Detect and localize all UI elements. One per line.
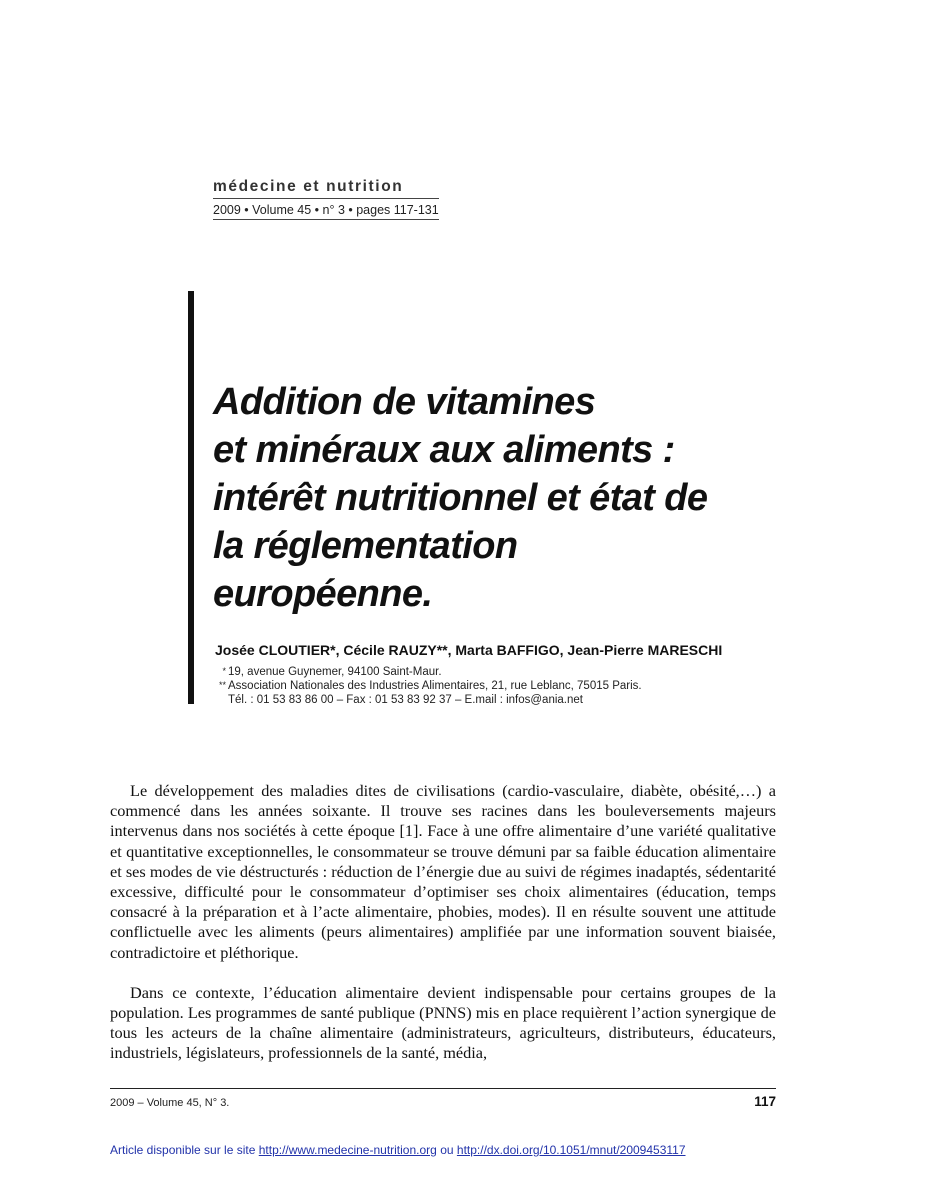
title-line: intérêt nutritionnel et état de bbox=[213, 477, 708, 519]
body-paragraph: Dans ce contexte, l’éducation alimentaire devient indispensable pour certains groupes de la population. Les programmes de santé publique (PNNS) mis en place requièrent l’action synergique de tous les acteurs de la chaîne alimentaire (administrateurs, agriculteurs, distributeurs, éducateurs, industriels, législateurs, professionnels de la santé, média, bbox=[110, 982, 776, 1063]
availability-prefix: Article disponible sur le site bbox=[110, 1143, 256, 1157]
title-line: la réglementation bbox=[213, 525, 518, 567]
affiliation-mark bbox=[212, 693, 226, 707]
title-line: européenne. bbox=[213, 573, 433, 615]
availability-notice bbox=[110, 1143, 686, 1157]
journal-header bbox=[213, 178, 439, 220]
title-line: et minéraux aux aliments : bbox=[213, 429, 675, 471]
affiliation-text: 19, avenue Guynemer, 94100 Saint-Maur. bbox=[228, 666, 442, 678]
availability-middle: ou bbox=[440, 1143, 454, 1157]
footer-citation: 2009 – Volume 45, N° 3. bbox=[110, 1097, 230, 1109]
article-title bbox=[213, 378, 813, 618]
affiliation-item bbox=[212, 665, 642, 679]
affiliation-text: Association Nationales des Industries Alimentaires, 21, rue Leblanc, 75015 Paris. bbox=[228, 680, 642, 692]
page-number: 117 bbox=[754, 1094, 776, 1109]
journal-issue-info: 2009 • Volume 45 • n° 3 • pages 117-131 bbox=[213, 203, 439, 220]
title-line: Addition de vitamines bbox=[213, 381, 596, 423]
affiliation-mark: * bbox=[222, 666, 226, 676]
footer-divider bbox=[110, 1088, 776, 1089]
affiliation-item bbox=[212, 679, 642, 693]
body-paragraph: Le développement des maladies dites de civilisations (cardio-vasculaire, diabète, obésité,…) a commencé dans les années soixante. Il trouve ses racines dans les bouleversements majeurs intervenus dans nos sociétés à cette époque [1]. Face à une offre alimentaire d’une variété qualitative et quantitative exceptionnelles, le consommateur se trouve démuni par sa faible éducation alimentaire et ses modes de vie déstructurés : réduction de l’énergie due au suivi de régimes inadaptés, sédentarité excessive, difficulté pour le consommateur d’optimiser ses choix alimentaires (éducation, temps consacré à la préparation et à l’acte alimentaire, phobies, modes). Il en résulte souvent une attitude conflictuelle avec les aliments (peurs alimentaires) amplifiée par une information souvent biaisée, contradictoire et pléthorique. bbox=[110, 781, 776, 962]
affiliation-text: Tél. : 01 53 83 86 00 – Fax : 01 53 83 92 37 – E.mail : infos@ania.net bbox=[228, 694, 583, 706]
journal-site-link[interactable]: http://www.medecine-nutrition.org bbox=[258, 1143, 437, 1157]
affiliation-mark: ** bbox=[218, 680, 226, 690]
title-accent-bar bbox=[188, 291, 194, 704]
journal-name: médecine et nutrition bbox=[213, 178, 439, 199]
article-body bbox=[110, 781, 776, 1084]
affiliation-item bbox=[212, 693, 642, 707]
affiliations bbox=[212, 665, 642, 707]
doi-link[interactable]: http://dx.doi.org/10.1051/mnut/2009453117 bbox=[456, 1143, 686, 1157]
article-authors: Josée CLOUTIER*, Cécile RAUZY**, Marta BAFFIGO, Jean-Pierre MARESCHI bbox=[215, 642, 723, 658]
